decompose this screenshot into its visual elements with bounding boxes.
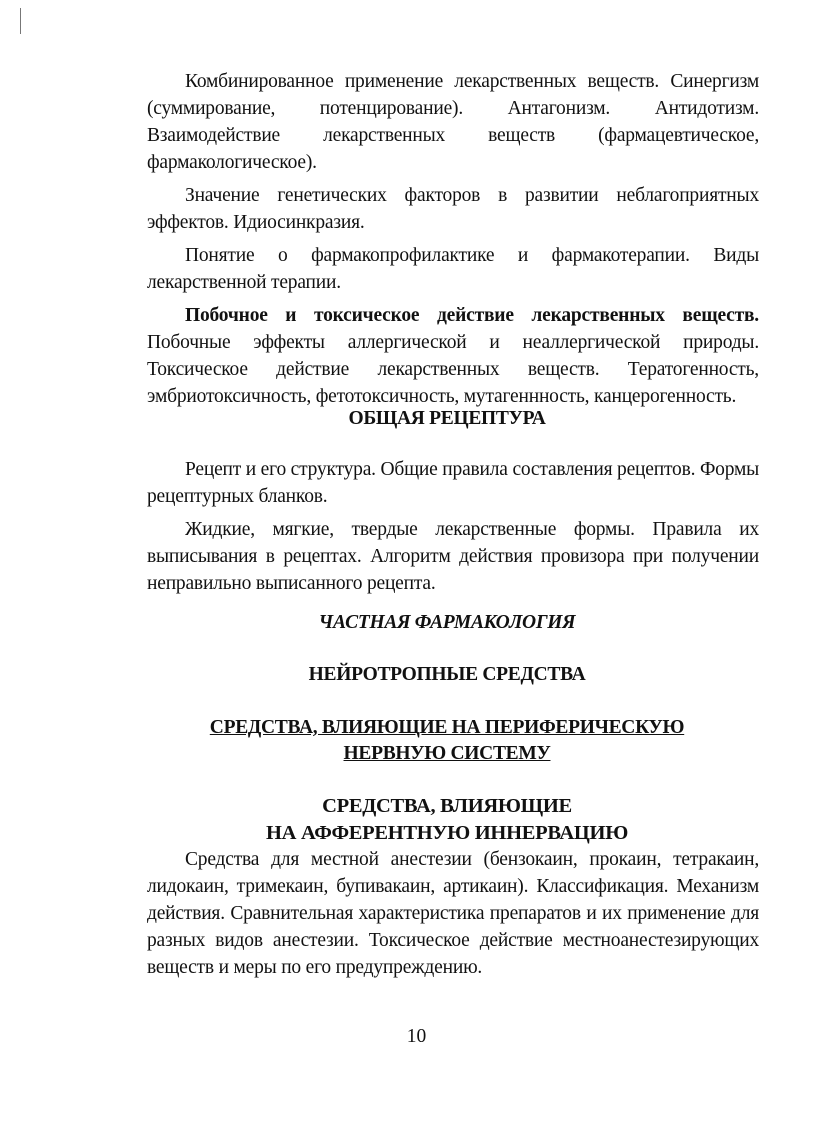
side-effects-title: Побочное и токсическое действие лекарственных веществ. (185, 305, 759, 326)
paragraph-genetic-factors: Значение генетических факторов в развитии неблагоприятных эффектов. Идиосинкразия. (147, 185, 759, 233)
anesthesia-text-block (147, 846, 759, 981)
intro-text-block (147, 68, 759, 410)
paragraph-side-effects (147, 302, 759, 410)
scan-edge-mark (20, 8, 21, 34)
heading-neurotropic: НЕЙРОТРОПНЫЕ СРЕДСТВА (308, 664, 586, 685)
heading-afferent-innervation (147, 793, 747, 847)
paragraph-dosage-forms: Жидкие, мягкие, твердые лекарственные формы. Правила их выписывания в рецептах. Алгоритм действия провизора при получении неправильно выписанного рецепта. (147, 519, 759, 594)
paragraph-prescription-structure: Рецепт и его структура. Общие правила составления рецептов. Формы рецептурных бланков. (147, 459, 760, 507)
side-effects-text: Побочные эффекты аллергической и неаллергической природы. Токсическое действие лекарственных веществ. Тератогенность, эмбриотоксичность, фетотоксичность, мутагеннность, канцерогенность. (147, 332, 759, 407)
heading-general-prescription: ОБЩАЯ РЕЦЕПТУРА (348, 408, 546, 429)
heading-private-pharmacology: ЧАСТНАЯ ФАРМАКОЛОГИЯ (318, 612, 576, 633)
paragraph-local-anesthesia: Средства для местной анестезии (бензокаин, прокаин, тетракаин, лидокаин, тримекаин, бупивакаин, артикаин). Классификация. Механизм действия. Сравнительная характеристика препаратов и их применение для разных видов анестезии. Токсическое действие местноанестезирующих веществ и меры по его предупреждению. (147, 849, 759, 978)
heading-afferent-line-1: СРЕДСТВА, ВЛИЯЮЩИЕ (322, 795, 572, 817)
paragraph-pharmacotherapy: Понятие о фармакопрофилактике и фармакотерапии. Виды лекарственной терапии. (147, 245, 759, 293)
page-number: 10 (406, 1026, 427, 1047)
heading-peripheral-nervous-system (147, 715, 747, 767)
heading-peripheral-line-2: НЕРВНУЮ СИСТЕМУ (343, 743, 551, 764)
paragraph-combined-use: Комбинированное применение лекарственных веществ. Синергизм (суммирование, потенцирование). Антагонизм. Антидотизм. Взаимодействие лекарственных веществ (фармацевтическое, фармакологическое). (147, 71, 759, 173)
heading-afferent-line-2: НА АФФЕРЕНТНУЮ ИННЕРВАЦИЮ (266, 822, 628, 844)
prescription-text-block (147, 456, 759, 597)
heading-peripheral-line-1: СРЕДСТВА, ВЛИЯЮЩИЕ НА ПЕРИФЕРИЧЕСКУЮ (209, 717, 685, 738)
